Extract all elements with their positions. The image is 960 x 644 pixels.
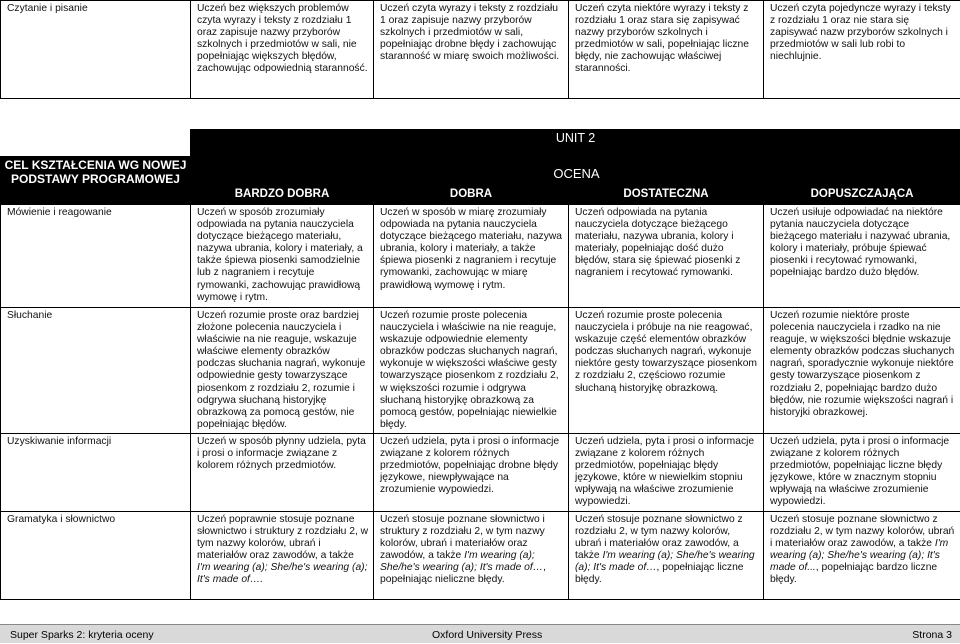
unit-header-row	[1, 130, 960, 157]
grade-header-row	[1, 157, 960, 186]
unit-criteria-table	[0, 129, 960, 600]
level-good: DOBRA	[374, 186, 569, 205]
footer-title: Super Sparks 2: kryteria oceny	[10, 626, 154, 644]
criteria-cell: Uczeń odpowiada na pytania nauczyciela dotyczące bieżącego materiału, nazywa ubrania, kolory i materiały, popełniając dość dużo błędów, stara się śpiewać piosenki z nagraniem i recytować rymowanki.	[569, 205, 764, 308]
criteria-cell: Uczeń rozumie proste oraz bardziej złożone polecenia nauczyciela i właściwie na nie reaguje, wskazuje właściwe elementy obrazków podczas słuchania nagrań, wykonuje odpowiednie gesty towarzyszące piosenkom z rozdziału 2, rozumie i odgrywa słuchaną historyjkę obrazkową za pomocą gestów, nie popełniając błędów.	[191, 308, 374, 434]
criteria-cell: Uczeń w sposób płynny udziela, pyta i prosi o informacje związane z kolorem różnych przedmiotów.	[191, 434, 374, 512]
table-row	[1, 434, 960, 512]
footer-publisher: Oxford University Press	[432, 626, 542, 644]
unit-title: UNIT 2	[191, 130, 960, 157]
row-label: Gramatyka i słownictwo	[1, 511, 191, 599]
criteria-cell: Uczeń czyta niektóre wyrazy i teksty z rozdziału 1 oraz stara się zapisywać nazwy przyborów szkolnych i przedmiotów w sali, popełniając liczne błędy, nie zachowując właściwej staranności.	[569, 1, 764, 99]
level-acceptable: DOPUSZCZAJĄCA	[764, 186, 960, 205]
criteria-cell: Uczeń czyta wyrazy i teksty z rozdziału 1 oraz zapisuje nazwy przyborów szkolnych i przedmiotów w sali, popełniając drobne błędy i zachowując staranność w miarę swoich możliwości.	[374, 1, 569, 99]
grade-header: OCENA	[191, 157, 960, 186]
level-sufficient: DOSTATECZNA	[569, 186, 764, 205]
table-row	[1, 205, 960, 308]
page-footer	[0, 624, 960, 643]
footer-page-number: Strona 3	[912, 626, 952, 644]
criteria-cell: Uczeń w sposób w miarę zrozumiały odpowiada na pytania nauczyciela dotyczące bieżącego materiału, nazywa ubrania, kolory i materiały, a także śpiewa piosenki z nagraniem i recytuje rymowanki, zachowując w miarę prawidłową wymowę i rytm.	[374, 205, 569, 308]
row-label: Słuchanie	[1, 308, 191, 434]
row-label: Mówienie i reagowanie	[1, 205, 191, 308]
criteria-cell: Uczeń czyta pojedyncze wyrazy i teksty z rozdziału 1 oraz nie stara się zapisywać nazw przyborów szkolnych i przedmiotów w sali lub robi to niechlujnie.	[764, 1, 960, 99]
criteria-cell: Uczeń udziela, pyta i prosi o informacje związane z kolorem różnych przedmiotów, popełniając drobne błędy językowe, niewpływające na zrozumienie wypowiedzi.	[374, 434, 569, 512]
level-very-good: BARDZO DOBRA	[191, 186, 374, 205]
criteria-cell: Uczeń rozumie proste polecenia nauczyciela i właściwie na nie reaguje, wskazuje odpowiednie elementy obrazków podczas słuchanych nagrań, wykonuje w większości właściwe gesty towarzyszące piosenkom z rozdziału 2, w większości rozumie i odgrywa słuchaną historyjkę obrazkową za pomocą gestów, popełniając niewielkie błędy.	[374, 308, 569, 434]
criteria-cell: Uczeń usiłuje odpowiadać na niektóre pytania nauczyciela dotyczące bieżącego materiału i nazywać ubrania, kolory i materiały, próbuje śpiewać piosenki i recytować rymowanki, popełniając bardzo dużo błędów.	[764, 205, 960, 308]
criteria-cell: Uczeń udziela, pyta i prosi o informacje związane z kolorem różnych przedmiotów, popełniając błędy językowe, które w niewielkim stopniu wpływają na właściwe zrozumienie wypowiedzi.	[569, 434, 764, 512]
table-row	[1, 1, 960, 99]
criteria-cell: Uczeń rozumie niektóre proste polecenia nauczyciela i rzadko na nie reaguje, w większości błędnie wskazuje elementy obrazków podczas słuchanych nagrań, sporadycznie wykonuje niektóre gesty towarzyszące piosenkom z rozdziału 2, popełniając bardzo dużo błędów, nie rozumie większości nagrań i historyjki obrazkowej.	[764, 308, 960, 434]
criteria-cell: Uczeń w sposób zrozumiały odpowiada na pytania nauczyciela dotyczące bieżącego materiału, nazywa ubrania, kolory i materiały, a także śpiewa piosenki samodzielnie lub z nagraniem i recytuje rymowanki, zachowując prawidłową wymowę i rytm.	[191, 205, 374, 308]
criteria-cell: Uczeń stosuje poznane słownictwo z rozdziału 2, w tym nazwy kolorów, ubrań i materiałów oraz zawodów, a także I'm wearing (a); She/he's wearing (a); It's made of…, popełniając liczne błędy.	[569, 511, 764, 599]
criteria-cell: Uczeń stosuje poznane słownictwo z rozdziału 2, w tym nazwy kolorów, ubrań i materiałów oraz zawodów, a także I'm wearing (a); She/he's wearing (a); It's made of..., popełniając bardzo liczne błędy.	[764, 511, 960, 599]
table-row	[1, 308, 960, 434]
row-label: Czytanie i pisanie	[1, 1, 191, 99]
top-criteria-table	[0, 0, 960, 99]
goal-header: CEL KSZTAŁCENIA WG NOWEJ PODSTAWY PROGRAMOWEJ	[1, 157, 191, 205]
criteria-cell: Uczeń rozumie proste polecenia nauczyciela i próbuje na nie reagować, wskazuje część elementów obrazków podczas słuchanych nagrań, wykonuje niektóre gesty towarzyszące piosenkom z rozdziału 2, częściowo rozumie słuchaną historyjkę obrazkową.	[569, 308, 764, 434]
row-label: Uzyskiwanie informacji	[1, 434, 191, 512]
criteria-cell: Uczeń stosuje poznane słownictwo i struktury z rozdziału 2, w tym nazwy kolorów, ubrań i materiałów oraz zawodów, a także I'm wearing (a); She/he's wearing (a); It's made of…, popełniając nieliczne błędy.	[374, 511, 569, 599]
criteria-cell: Uczeń udziela, pyta i prosi o informacje związane z kolorem różnych przedmiotów, popełniając liczne błędy językowe, które w znacznym stopniu wpływają na właściwe zrozumienie wypowiedzi.	[764, 434, 960, 512]
criteria-cell: Uczeń poprawnie stosuje poznane słownictwo i struktury z rozdziału 2, w tym nazwy kolorów, ubrań i materiałów oraz zawodów, a także I'm wearing (a); She/he's wearing (a); It's made of….	[191, 511, 374, 599]
criteria-cell: Uczeń bez większych problemów czyta wyrazy i teksty z rozdziału 1 oraz zapisuje nazwy przyborów szkolnych i przedmiotów w sali, nie popełniając większych błędów, zachowując odpowiednią staranność.	[191, 1, 374, 99]
table-row	[1, 511, 960, 599]
